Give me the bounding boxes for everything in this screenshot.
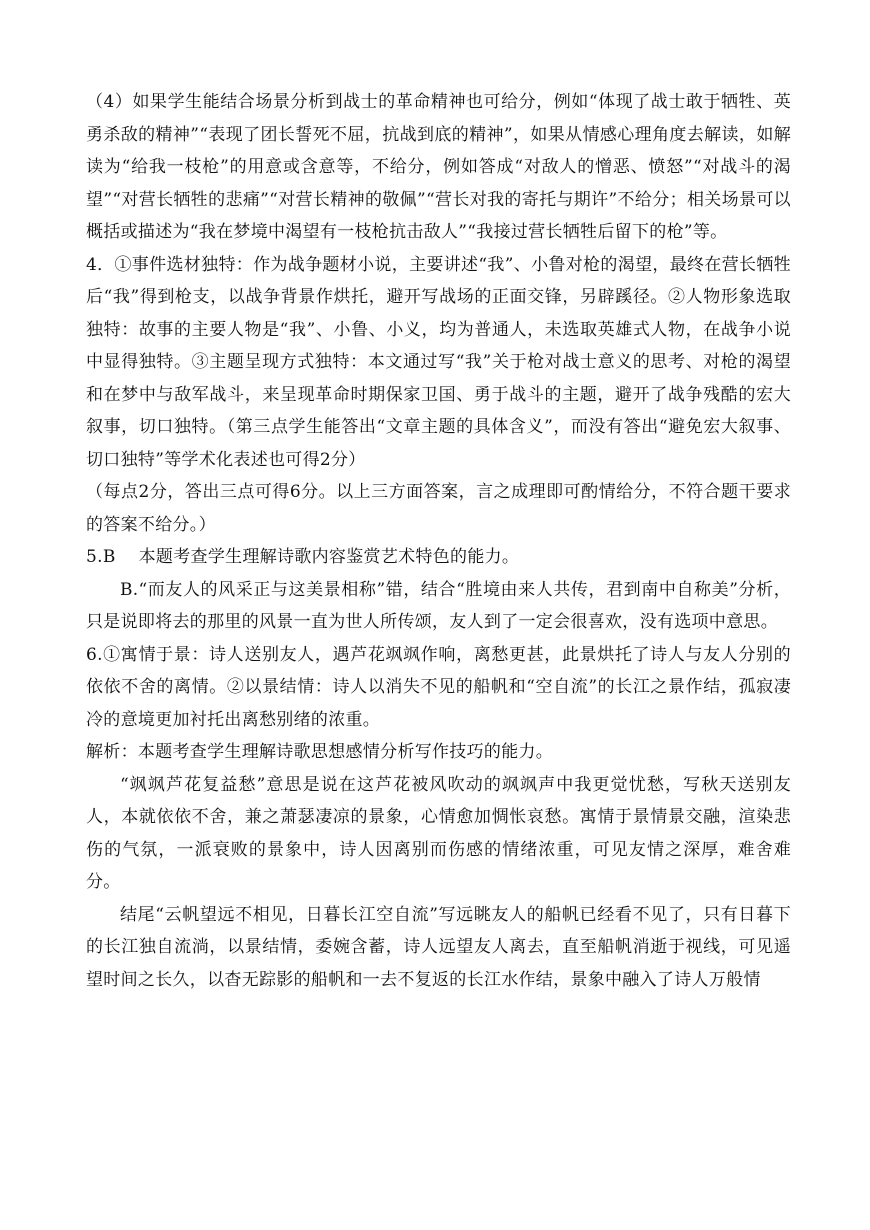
paragraph-answer-5-analysis: B.“而友人的风采正与这美景相称”错，结合“胜境由来人共传，君到南中自称美”分析，只是说即将去的那里的风景一直为世人所传颂，友人到了一定会很喜欢，没有选项中意思。 <box>86 579 791 632</box>
paragraph-answer-6-analysis-1: “飒飒芦花复益愁”意思是说在这芦花被风吹动的飒飒声中我更觉忧愁，写秋天送别友人，本就依依不舍，兼之萧瑟凄凉的景象，心情愈加惆怅哀愁。寓情于景情景交融，渲染悲伤的气氛，一派衰败的景象中，诗人因离别而伤感的情绪浓重，可见友情之深厚，难舍难分。 <box>86 774 791 892</box>
paragraph-answer-6-analysis-2: 结尾“云帆望远不相见，日暮长江空自流”写远眺友人的船帆已经看不见了，只有日暮下的长江独自流淌，以景结情，委婉含蓄，诗人远望友人离去，直至船帆消逝于视线，可见遥望时间之长久，以杳无踪影的船帆和一去不复返的长江水作结，景象中融入了诗人万般情 <box>86 904 791 990</box>
paragraph-answer-5: 5.B 本题考查学生理解诗歌内容鉴赏艺术特色的能力。 <box>86 547 520 567</box>
paragraph-answer-4-scoring: （每点2分，答出三点可得6分。以上三方面答案，言之成理即可酌情给分，不符合题干要求的答案不给分。） <box>86 482 791 535</box>
paragraph-answer-6-explain: 解析：本题考查学生理解诗歌思想感情分析写作技巧的能力。 <box>86 742 554 762</box>
paragraph-answer-6: 6.①寓情于景：诗人送别友人，遇芦花飒飒作响，离愁更甚，此景烘托了诗人与友人分别的依依不舍的离情。②以景结情：诗人以消失不见的船帆和“空自流”的长江之景作结，孤寂凄冷的意境更加衬托出离愁别绪的浓重。 <box>86 644 791 730</box>
document-body <box>86 86 791 996</box>
paragraph-item-4-note-4: （4）如果学生能结合场景分析到战士的革命精神也可给分，例如“体现了战士敢于牺牲、英勇杀敌的精神”“表现了团长誓死不屈，抗战到底的精神”，如果从情感心理角度去解读，如解读为“给我一枝枪”的用意或含意等，不给分，例如答成“对敌人的憎恶、愤怒”“对战斗的渴望”“对营长牺牲的悲痛”“对营长精神的敬佩”“营长对我的寄托与期许”不给分；相关场景可以概括或描述为“我在梦境中渴望有一枝枪抗击敌人”“我接过营长牺牲后留下的枪”等。 <box>86 92 791 242</box>
paragraph-answer-4: 4．①事件选材独特：作为战争题材小说，主要讲述“我”、小鲁对枪的渴望，最终在营长牺牲后“我”得到枪支，以战争背景作烘托，避开写战场的正面交锋，另辟蹊径。②人物形象选取独特：故事的主要人物是“我”、小鲁、小义，均为普通人，未选取英雄式人物，在战争小说中显得独特。③主题呈现方式独特：本文通过写“我”关于枪对战士意义的思考、对枪的渴望和在梦中与敌军战斗，来呈现革命时期保家卫国、勇于战斗的主题，避开了战争残酷的宏大叙事，切口独特。（第三点学生能答出“文章主题的具体含义”，而没有答出“避免宏大叙事、切口独特”等学术化表述也可得2分） <box>86 254 791 470</box>
